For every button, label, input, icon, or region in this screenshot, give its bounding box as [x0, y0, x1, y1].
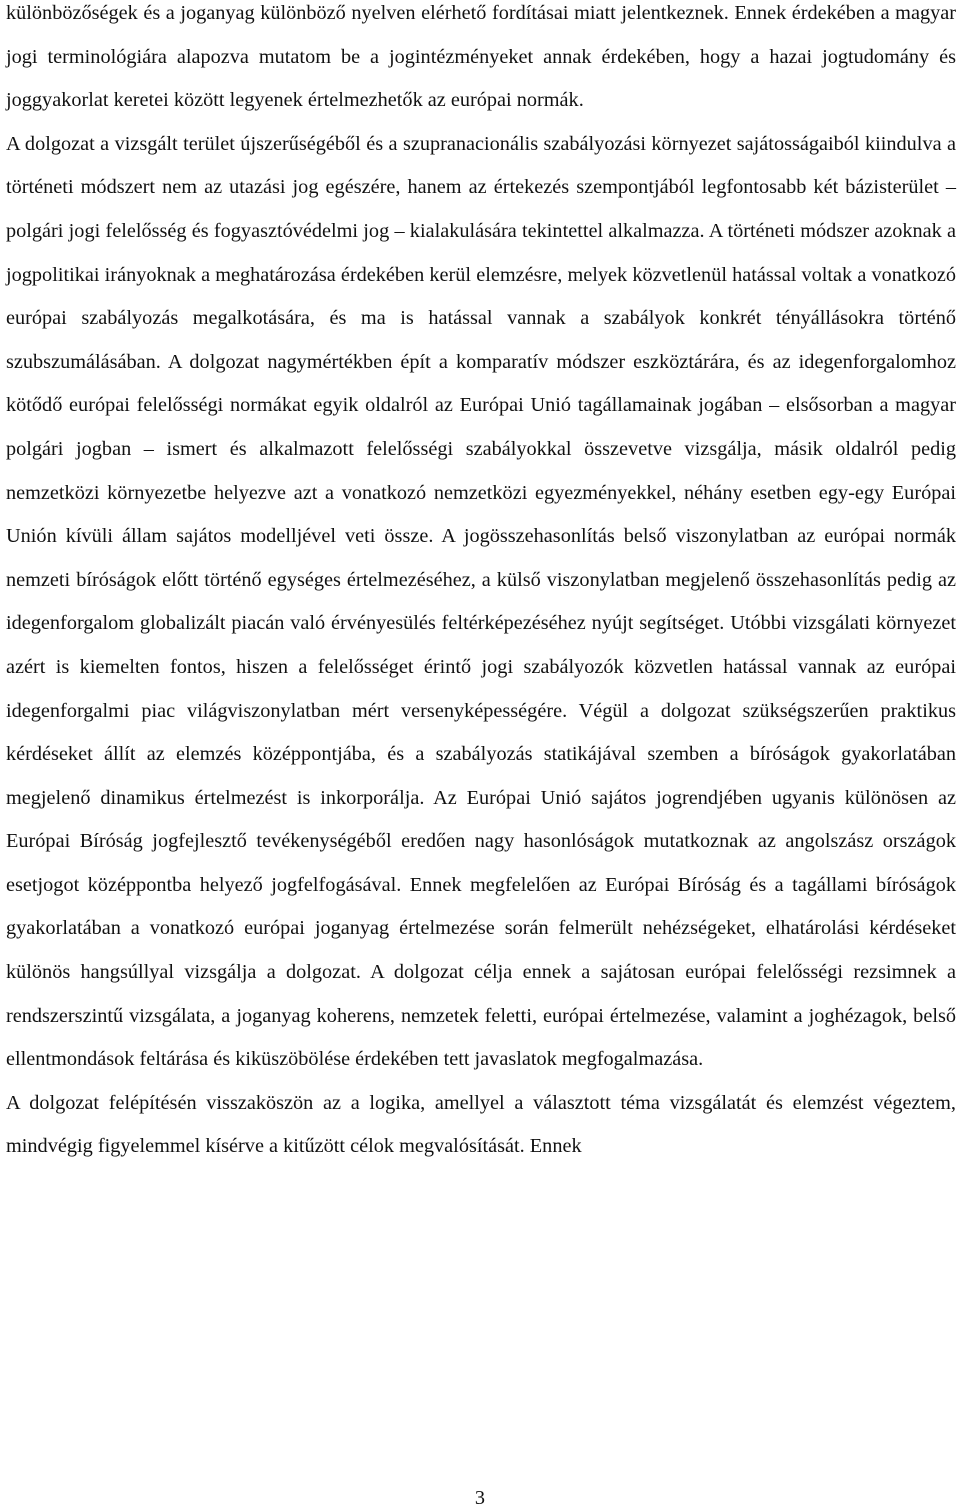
- paragraph-2: A dolgozat a vizsgált terület újszerűségéből és a szupranacionális szabályozási környezet sajátosságaiból kiindulva a történeti módszert nem az utazási jog egészére, hanem az értekezés szempontjából legfontosabb két bázisterület – polgári jogi felelősség és fogyasztóvédelmi jog – kialakulására tekintettel alkalmazza. A történeti módszer azoknak a jogpolitikai irányoknak a meghatározása érdekében kerül elemzésre, melyek közvetlenül hatással voltak a vonatkozó európai szabályozás megalkotására, és ma is hatással vannak a szabályok konkrét tényállásokra történő szubszumálásában. A dolgozat nagymértékben épít a komparatív módszer eszköztárára, és az idegenforgalomhoz kötődő európai felelősségi normákat egyik oldalról az Európai Unió tagállamainak jogában – elsősorban a magyar polgári jogban – ismert és alkalmazott felelősségi szabályokkal összevetve vizsgálja, másik oldalról pedig nemzetközi környezetbe helyezve azt a vonatkozó nemzetközi egyezményekkel, néhány esetben egy-egy Európai Unión kívüli állam sajátos modelljével veti össze. A jogösszehasonlítás belső viszonylatban az európai normák nemzeti bíróságok előtt történő egységes értelmezéséhez, a külső viszonylatban megjelenő összehasonlítás pedig az idegenforgalom globalizált piacán való érvényesülés feltérképezéséhez nyújt segítséget. Utóbbi vizsgálati környezet azért is kiemelten fontos, hiszen a felelősséget érintő jogi szabályozók közvetlen hatással vannak az európai idegenforgalmi piac világviszonylatban mért versenyképességére. Végül a dolgozat szükségszerűen praktikus kérdéseket állít az elemzés középpontjába, és a szabályozás statikájával szemben a bíróságok gyakorlatában megjelenő dinamikus értelmezést is inkorporálja. Az Európai Unió sajátos jogrendjében ugyanis különösen az Európai Bíróság jogfejlesztő tevékenységéből eredően nagy hasonlóságok mutatkoznak az angolszász országok esetjogot középpontba helyező jogfelfogásával. Ennek megfelelően az Európai Bíróság és a tagállami bíróságok gyakorlatában a vonatkozó európai joganyag értelmezése során felmerült nehézségeket, elhatárolási kérdéseket különös hangsúllyal vizsgálja a dolgozat. A dolgozat célja ennek a sajátosan európai felelősségi rezsimnek a rendszerszintű vizsgálata, a joganyag koherens, nemzetek feletti, európai értelmezése, valamint a joghézagok, belső ellentmondások feltárása és kiküszöbölése érdekében tett javaslatok megfogalmazása.: [6, 132, 956, 1071]
- paragraph-1: különbözőségek és a joganyag különböző nyelven elérhető fordításai miatt jelentkeznek. Ennek érdekében a magyar jogi terminológiára alapozva mutatom be a jogintézményeket annak érdekében, hogy a hazai jogtudomány és joggyakorlat keretei között legyenek értelmezhetők az európai normák.: [6, 2, 956, 112]
- page-number: 3: [474, 1487, 486, 1509]
- document-page: [6, 0, 956, 1169]
- paragraph-3: A dolgozat felépítésén visszaköszön az a logika, amellyel a választott téma vizsgálatát és elemzést végeztem, mindvégig figyelemmel kísérve a kitűzött célok megvalósítását. Ennek: [6, 1091, 956, 1158]
